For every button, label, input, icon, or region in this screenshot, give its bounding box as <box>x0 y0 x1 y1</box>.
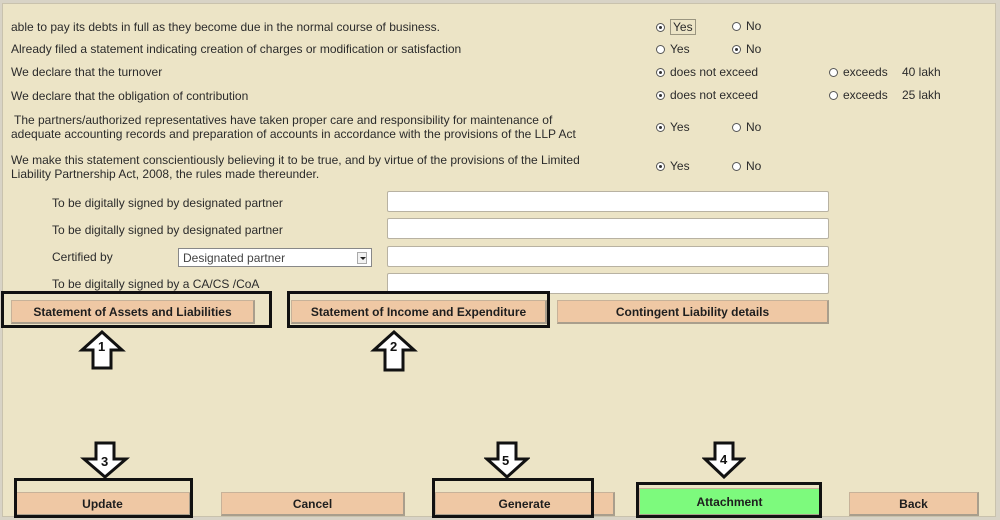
contingent-liability-button[interactable]: Contingent Liability details <box>557 300 829 324</box>
radio-turnover-exceeds[interactable]: exceeds <box>829 65 888 79</box>
certified-by-input[interactable] <box>387 246 829 267</box>
radio-statement-no[interactable]: No <box>732 159 761 173</box>
radio-accounting-yes[interactable]: Yes <box>656 120 690 134</box>
radio-solvency-no[interactable]: No <box>732 19 761 33</box>
radio-contribution-exceeds[interactable]: exceeds <box>829 88 888 102</box>
contribution-amount: 25 lakh <box>902 88 941 102</box>
radio-unselected-icon <box>656 45 665 54</box>
signer2-input[interactable] <box>387 218 829 239</box>
radio-unselected-icon <box>732 22 741 31</box>
question-statement-line1: We make this statement conscientiously believing it to be true, and by virtue of the provisions of the Limited <box>11 153 580 167</box>
radio-statement-yes[interactable]: Yes <box>656 159 690 173</box>
question-turnover-text: We declare that the turnover <box>11 65 163 79</box>
signer2-label: To be digitally signed by designated partner <box>52 223 283 237</box>
radio-unselected-icon <box>732 162 741 171</box>
radio-solvency-yes[interactable]: Yes <box>656 19 696 35</box>
income-expenditure-button[interactable]: Statement of Income and Expenditure <box>291 300 547 324</box>
radio-selected-icon <box>656 123 665 132</box>
radio-unselected-icon <box>732 123 741 132</box>
question-contribution-text: We declare that the obligation of contribution <box>11 89 249 103</box>
update-button[interactable]: Update <box>15 492 191 516</box>
arrow-up-icon: 1 <box>78 330 126 370</box>
cancel-button[interactable]: Cancel <box>221 492 405 516</box>
question-solvency-text: able to pay its debts in full as they become due in the normal course of business. <box>11 20 440 34</box>
radio-unselected-icon <box>829 91 838 100</box>
radio-charges-no[interactable]: No <box>732 42 761 56</box>
certified-by-select[interactable]: Designated partner <box>178 248 372 267</box>
assets-liabilities-button[interactable]: Statement of Assets and Liabilities <box>11 300 255 324</box>
signer1-label: To be digitally signed by designated partner <box>52 196 283 210</box>
arrow-down-icon: 4 <box>702 441 746 479</box>
question-statement-line2: Liability Partnership Act, 2008, the rules made thereunder. <box>11 167 320 181</box>
radio-selected-icon <box>656 162 665 171</box>
attachment-button[interactable]: Attachment <box>639 488 821 516</box>
ca-signer-label: To be digitally signed by a CA/CS /CoA <box>52 277 260 291</box>
arrow-down-icon: 5 <box>484 441 530 479</box>
back-button[interactable]: Back <box>849 492 979 516</box>
radio-charges-yes[interactable]: Yes <box>656 42 690 56</box>
arrow-down-icon: 3 <box>80 441 130 479</box>
dropdown-arrow-icon <box>357 252 367 264</box>
question-accounting-line2: adequate accounting records and preparation of accounts in accordance with the provisions of the LLP Act <box>11 127 576 141</box>
radio-contribution-not-exceed[interactable]: does not exceed <box>656 88 758 102</box>
radio-selected-icon <box>656 23 665 32</box>
turnover-amount: 40 lakh <box>902 65 941 79</box>
radio-turnover-not-exceed[interactable]: does not exceed <box>656 65 758 79</box>
radio-selected-icon <box>732 45 741 54</box>
question-charges-text: Already filed a statement indicating creation of charges or modification or satisfaction <box>11 42 462 56</box>
signer1-input[interactable] <box>387 191 829 212</box>
certified-by-label: Certified by <box>52 250 113 264</box>
arrow-up-icon: 2 <box>370 330 418 372</box>
ca-signer-input[interactable] <box>387 273 829 294</box>
radio-accounting-no[interactable]: No <box>732 120 761 134</box>
radio-unselected-icon <box>829 68 838 77</box>
generate-button[interactable]: Generate <box>435 492 615 516</box>
question-accounting-line1: The partners/authorized representatives have taken proper care and responsibility for maintenance of <box>14 113 553 127</box>
radio-selected-icon <box>656 68 665 77</box>
form-panel <box>2 3 996 517</box>
radio-selected-icon <box>656 91 665 100</box>
